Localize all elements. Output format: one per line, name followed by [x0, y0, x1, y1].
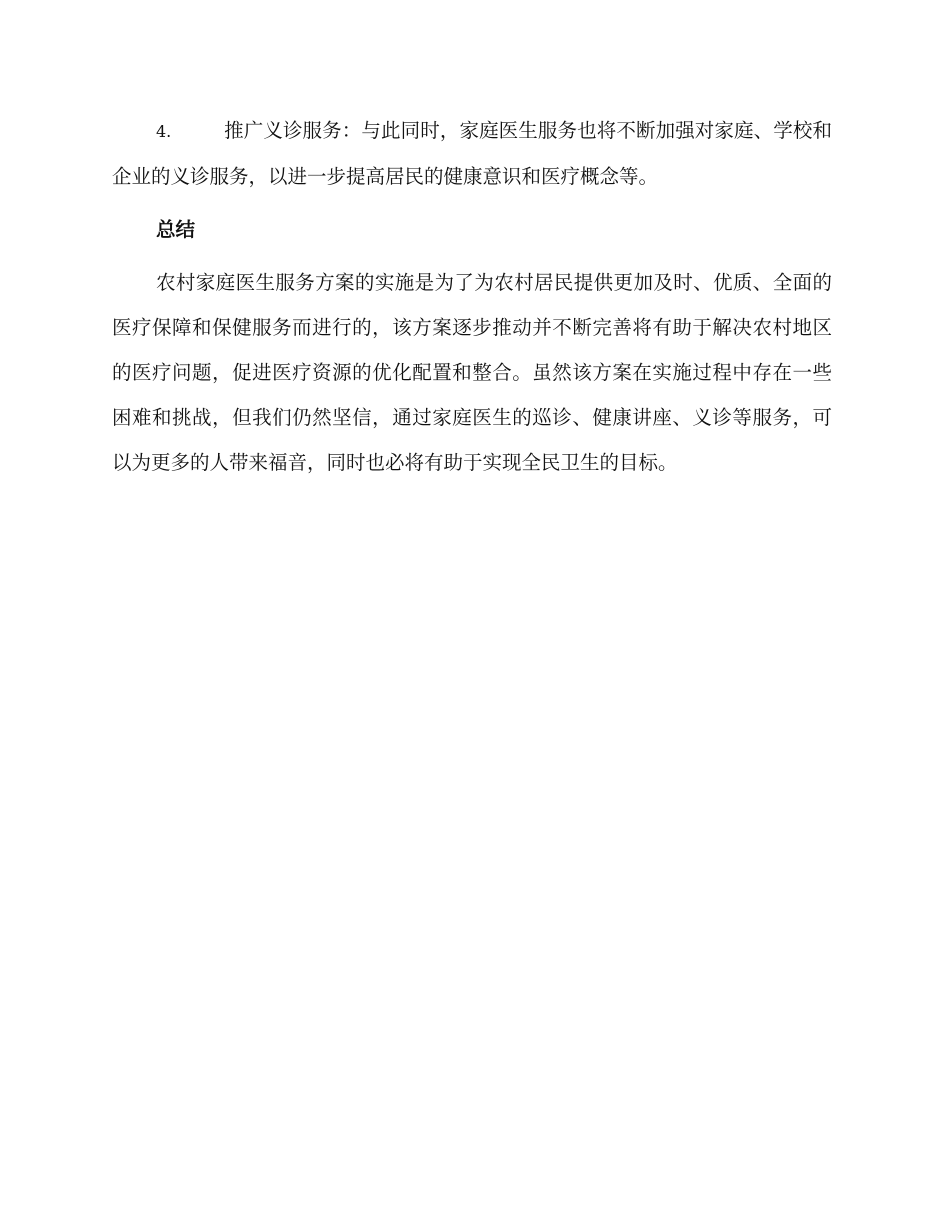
list-item-text: 推广义诊服务：与此同时，家庭医生服务也将不断加强对家庭、学校和企业的义诊服务，以进一步提高居民的健康意识和医疗概念等。 [112, 119, 832, 188]
list-item-number: 4. [156, 122, 172, 141]
summary-heading: 总结 [156, 218, 196, 241]
list-item-4 [112, 108, 832, 199]
summary-paragraph: 农村家庭医生服务方案的实施是为了为农村居民提供更加及时、优质、全面的医疗保障和保健服务而进行的，该方案逐步推动并不断完善将有助于解决农村地区的医疗问题，促进医疗资源的优化配置和整合。虽然该方案在实施过程中存在一些困难和挑战，但我们仍然坚信，通过家庭医生的巡诊、健康讲座、义诊等服务，可以为更多的人带来福音，同时也必将有助于实现全民卫生的目标。 [112, 271, 832, 474]
document-body [112, 108, 832, 485]
